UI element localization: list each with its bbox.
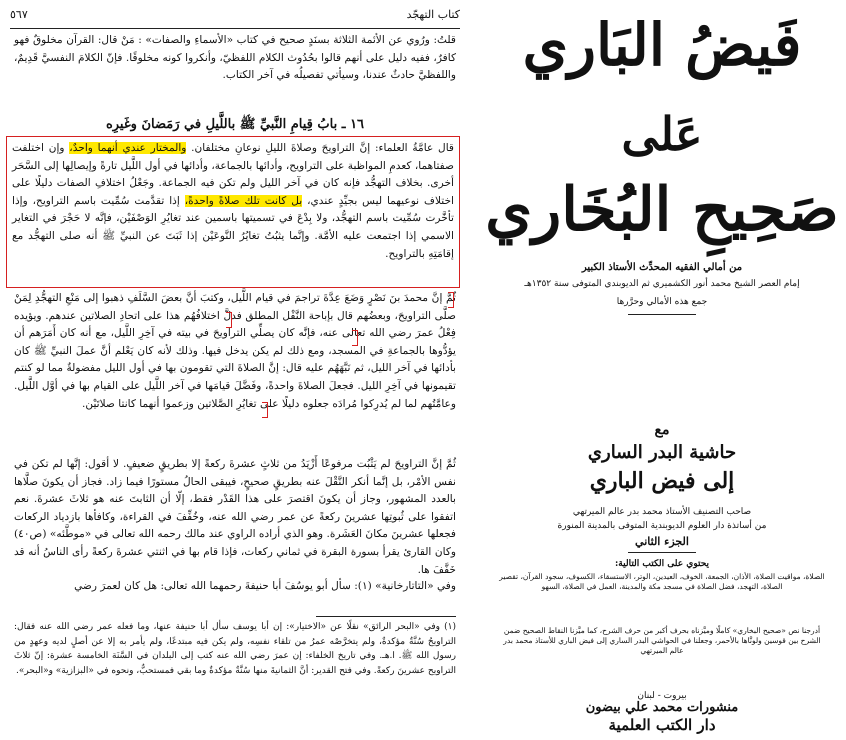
publisher-name: دار الكتب العلمية (608, 716, 716, 734)
lower-paragraph: ثُمَّ إنَّ التراويحَ لم يَثْبُت مرفوعًا أَزْيَدُ من ثلاثٍ عشرةَ ركعةً إلا بطريقٍ ضعيفٍ. لا أقول: إنَّها لم تكن في نفس الأمْر، بل إنَّما أنكر النَّقْلَ عنه بطريقٍ صحيحٍ، فيبقى الحالُ مستورًا فيما زاد. فجاز أن يكونَ صلَّاها بالعدد المشهور، وجاز أن يكونَ اقتصرَ على هذا القَدْر فقط، إلّا أن الثابتَ عنه هو ثلاثَ عشرةَ. نعم اتفقوا على ثُبوتِها عشرينَ ركعةً عن عمر رضي الله عنه، وخُفِّفَ في القراءة، وكافأها بازدياد الركعات فجعلها عشرينَ مكانَ العَشَرة. وهو الذي أراده الراوي عند مالك رحمه الله تعالى في «موطَّئه» (ص٤٠) وكان القارئ يقرأ بسورة البقرة في ثماني ركعات، فإذا قام بها في اثنتي عشرةَ ركعةً رأى الناسُ أنه قد خَفَّفَ ها. (14, 458, 456, 576)
divider (628, 552, 696, 553)
boxed-paragraph (12, 140, 454, 263)
publisher-city: بيروت - لبنان (637, 691, 687, 701)
bracket-mark (226, 312, 232, 328)
hashiya-title: حاشية البدر الساري (587, 442, 737, 463)
highlight-1: والمختار عندي أنهما واحدٌ، (69, 142, 187, 154)
dictation-line: من أمالي الفقيه المحدِّث الأستاذ الكبير (581, 262, 743, 273)
boxed-text-c: إذا تقدَّمت سُمِّيت باسم التراويح، وإذا تأخَّرت سُمِّيت باسم التهجُّد، ولا بِدْعَ في تسميتها باسمين عند تغايُرِ الوَصْفَيْن، فإنَّه لا حَجْرَ في التغاير الاسمي إذا اجتمعت عليه الأمَّة. وإنَّما يثبُتُ تغايُرُ النَّوعَيْن إذا ثَبَتَ عن النبيِّ ﷺ أنه صلى التهجُّد مع إقامَتِهِ بالتراويح. (12, 194, 454, 260)
page-header (10, 8, 460, 26)
highlight-2: بل كانت تلك صلاةً واحدةً، (184, 194, 303, 207)
header-rule (10, 28, 460, 29)
hashiya-author: صاحب التصنيف الأستاذ محمد بدر عالم الميرتهي (572, 507, 752, 517)
volume-label: الجزء الثاني (635, 535, 689, 548)
with-label: مع (654, 422, 670, 438)
book-title-line3: صَحِيحِ البُخَاري (485, 175, 839, 245)
chapter-heading: ١٦ ـ بابُ قِيامِ النَّبيِّ ﷺ باللَّيلِ في رَمَضانَ وغَيرِه (105, 117, 365, 132)
contents-heading: يحتوي على الكتب التالية: (614, 559, 710, 569)
middle-paragraph: ثُمَّ إنَّ محمدَ بنَ نَصْرٍ وَضَعَ عِدَّةَ تراجمَ في قيام اللَّيل، وكتبَ أنَّ بعضَ السَّلَفِ ذهبوا إلى مَنْعِ التهجُّدِ لِمَنْ صلَّى التراويحَ، وبعضُهم قال بإباحة النَّفْل المطلق فدلَّ اختلافُهُم هذا على اتحادِ الصلاتين عندهم. ويؤيده فِعْلُ عمرَ رضي الله تعالى عنه، فإنَّه كان يصلِّي التراويحَ في بيته في آخِرِ اللَّيل، مع أنه كان أَمَرَهم أن يؤدُّوها بالجماعةِ في المسجد، ومع ذلك لم يكن يدخل فيها. وذلك لأنه كان يَعْلم أنَّ عملَ النبيِّ ﷺ كان بأدائها في آخر الليل، ثم نَبَّهَهُم عليه قال: إنَّ الصلاةَ التي تقومون بها في أول الليل مفضولةٌ مما لو كنتم تقيمونها في آخِرِ الليل. فجعلَ الصلاةَ واحدةً، وفَضَّلَ قيامَها في آخر اللَّيل على القيام بها في أوَّل اللَّيل. وعامَّتُهم لما لم يُدرِكوا مُرادَه جعلوه دليلًا على تغايُرِ الصَّلاتين وزعموا أنهما كانتا صلاتَيْن. (14, 292, 456, 410)
bracket-mark (448, 292, 454, 308)
page-number: ٥٦٧ (10, 8, 28, 21)
footnote-rule (316, 616, 456, 617)
book-title-line2: عَلى (621, 107, 703, 161)
contents-list: الصلاة، مواقيت الصلاة، الأذان، الجمعة، الخوف، العيدين، الوتر، الاستسقاء، الكسوف، سجود القرآن، تقصير الصلاة، التهجد، فضل الصلاة في مسجد مكة والمدينة، العمل في الصلاة، السهو (499, 572, 825, 591)
hashiya-author-2: من أساتذة دار العلوم الديوبندية المتوفى بالمدينة المنورة (557, 521, 767, 531)
edition-note: أدرجنا نص «صحيح البخاري» كاملًا وميَّزناه بحرف أكبر من حرف الشرح، كما ميَّزنا النقاط الصحيح ضمن الشرح بين قوسين ولونَّاها بالأحمر، وجعلنا في الحواشي البدر الساري إلى فيض الباري للأستاذ محمد بدر عالم الميرتهي (503, 626, 821, 655)
intro-paragraph: قلتُ: ورُوي عن الأئمة الثلاثة بسنَدٍ صحيح في كتاب «الأسماءِ والصفات» : مَنْ قال: القرآن مخلوقٌ فهو كافرٌ، ففيه دليل على أنهم قالوا بحُدُوث الكلام اللفظيّ، وأنكروا كونه مخلوقًا. فإنّ الكلامَ النفسيَّ قَدِيمٌ، واللفظيَّ حادثٌ عندنا، وسيأتي تفصيلُه في آخر الكتاب. (14, 34, 457, 82)
boxed-text-a: قال عامَّةُ العلماء: إنَّ التراويحَ وصلاةَ الليلِ نوعانِ مختلفان. (191, 142, 454, 154)
divider (628, 314, 696, 315)
running-title: كتاب التهجّد (406, 8, 460, 21)
boxed-text-b: وإن اختلفت صفتاهما، كعدمِ المواظبة على التراويح، وأدائها بالجماعة، وأدائها في أول اللَّيل تارةً وإيصالِها إلى السَّحَر أخرى. بخلاف التهجُّد فإنه كان في آخر الليل ولم تكن فيه الجماعة. وجَعْلُ اختلافِ الصفات دليلًا على اختلاف نوعيهما ليس بجيِّدٍ عندي، (12, 142, 454, 207)
footnote: (١) وفي «البحر الرائق» نقلًا عن «الاختيار»: إن أبا يوسف سأل أبا حنيفة عنها، وما فعله عمر رضي الله عنه فقال: التراويحُ سُنَّةٌ مؤكدةٌ، ولم يتخرَّصْه عمرُ من تلقاء نفسِه، ولم يكن فيه مبتدعًا، ولم يأمر به إلا عن أصلٍ لديه وعهدٍ من رسول الله ﷺ. ا.هـ. وفي تاريخ الخلفاء: إن عمرَ رضي الله عنه كتب إلى البلدان في السَّنَة الخامسة عشرة: إنّ ثلاثَ التراويح عشرينَ ركعةً. وفي فتح القدير: أنَّ الثمانيةَ منها سُنَّةٌ مؤكدةٌ وما بقي فمستحبٌّ، ونحوه في «البزازية» و«البحر». (14, 622, 456, 676)
publisher-line: منشورات محمد علي بيضون (585, 700, 739, 715)
author-line: إمام العصر الشيخ محمد أنور الكشميري ثم الديوبندي المتوفى سنة ١٣٥٢هـ (524, 279, 800, 289)
book-title-line1: فَيضُ البَاري (522, 11, 802, 79)
bracket-mark (262, 402, 268, 418)
hashiya-subtitle: إلى فيض الباري (589, 468, 735, 494)
title-page (478, 0, 846, 740)
closing-line: وفي «التاتارخانية» (١): سأل أبو يوسُفَ أبا حنيفةَ رحمهما الله تعالى: هل كان لعمرَ رضي (74, 580, 456, 592)
compiler-line: جمع هذه الأمالي وحرَّرها (616, 297, 708, 307)
bracket-mark (352, 330, 358, 346)
